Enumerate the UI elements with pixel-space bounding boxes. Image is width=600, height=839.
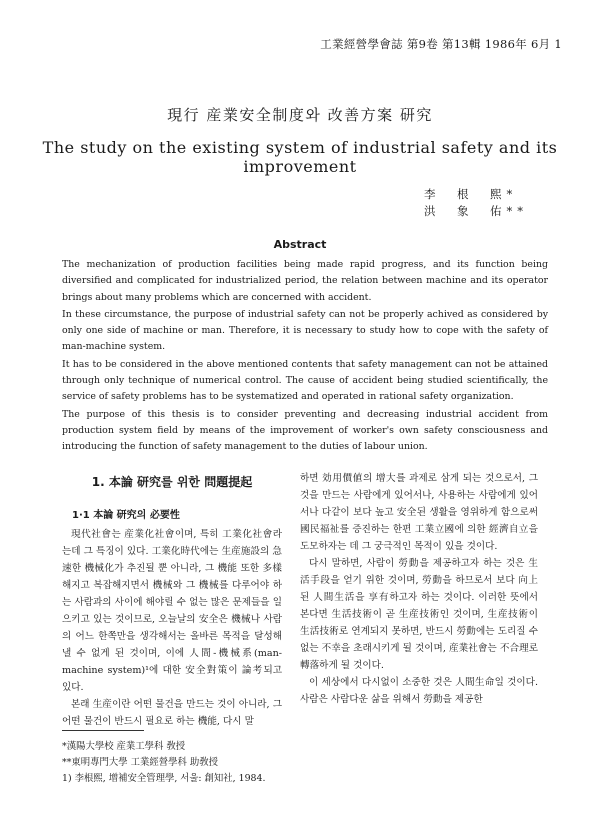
abstract-paragraph-2: In these circumstance, the purpose of industrial safety can not be properly achived as considered by only one side of machine or man. Therefore, it is necessary to study how to cope with the safety of man-machine system. bbox=[62, 308, 548, 353]
body-paragraph-5: 이 세상에서 다시없이 소중한 것은 人間生命일 것이다. 사람은 사람다운 삶을 위해서 勞動을 제공한 bbox=[300, 677, 538, 705]
abstract-body bbox=[62, 257, 548, 457]
section-title: 1. 本論 研究를 위한 問題提起 bbox=[91, 475, 253, 489]
right-column bbox=[300, 470, 538, 708]
body-paragraph-1: 現代社會는 産業化社會이며, 특히 工業化社會라는데 그 특징이 있다. 工業化時代에는 生産施設의 急速한 機械化가 추진될 뿐 아니라, 그 機能 또한 多樣해지고 복잡해지면서 機械와 그 機械를 다루어야 하는 사람과의 사이에 해야릴 수 없는 많은 문제들을 일으키고 있는 것이므로, 오늘날의 安全은 機械나 사람의 어느 한쪽만을 생각해서는 올바른 목적을 달성해낼 수 없게 된 것이며, 이에 人間-機械系(man-machine system)¹에 대한 安全對策이 論考되고 있다. bbox=[62, 529, 282, 693]
author-list bbox=[424, 186, 528, 220]
abstract-paragraph-3: It has to be considered in the above mentioned contents that safety management can not be attained through only technique of numerical control. The cause of accident being studied scientifically, the service of safety problems has to be systematized and operated in rational safety organization. bbox=[62, 358, 548, 403]
abstract-paragraph-4: The purpose of this thesis is to consider preventing and decreasing industrial accident from production system field by means of the improvement of worker's own safety consciousness and introducing the function of safety management to the duties of labour union. bbox=[62, 408, 548, 453]
journal-header: 工業經營學會誌 第9卷 第13輯 1986年 6月 1 bbox=[320, 37, 562, 51]
left-column bbox=[62, 470, 282, 730]
title-korean: 現行 産業安全制度와 改善方案 研究 bbox=[167, 106, 433, 124]
title-english: The study on the existing system of industrial safety and its improvement bbox=[42, 138, 558, 176]
body-paragraph-2: 본래 生産이란 어떤 물건을 만드는 것이 아니라, 그 어떤 물건이 반드시 필요로 하는 機能, 다시 말 bbox=[62, 699, 282, 727]
footnote-affiliation-1: *漢陽大學校 産業工學科 敎授 bbox=[62, 741, 186, 752]
subsection-title: 1·1 本論 研究의 必要性 bbox=[72, 510, 180, 521]
footnote-reference-1: 1) 李根熙, 增補安全管理學, 서울: 創知社, 1984. bbox=[62, 773, 266, 784]
abstract-paragraph-1: The mechanization of production facilities being made rapid progress, and its function being diversified and complicated for industrialized period, the relation between machine and its operator brings about many problems which are concerned with accident. bbox=[62, 259, 548, 303]
abstract-heading: Abstract bbox=[273, 238, 327, 251]
author-1: 李 根 熙* bbox=[424, 187, 518, 201]
body-paragraph-3: 하면 効用價値의 增大를 과제로 삼게 되는 것으로서, 그것을 만드는 사람에게 있어서나, 사용하는 사람에게 있어서나 다같이 보다 높고 安全된 생활을 영위하게 함으로써 國民福祉를 증진하는 한편 工業立國에 의한 經濟自立을 도모하자는 데 그 궁극적인 목적이 있을 것이다. bbox=[300, 473, 538, 552]
footnote-divider bbox=[62, 730, 144, 731]
author-2: 洪 象 佑** bbox=[424, 204, 528, 218]
footnote-affiliation-2: **東明專門大學 工業經營學科 助敎授 bbox=[62, 757, 218, 768]
body-paragraph-4: 다시 말하면, 사람이 勞動을 제공하고자 하는 것은 生活手段을 얻기 위한 것이며, 勞動을 하므로서 보다 向上된 人間生活을 享有하고자 하는 것이다. 이러한 뜻에서 본다면 生活技術이 곧 生産技術인 것이며, 生産技術이 生活技術로 연계되지 못하면, 반드시 勞動에는 도리질 수 없는 不幸을 초래시키게 될 것이며, 産業社會는 不合理로 轉落하게 될 것이다. bbox=[300, 558, 538, 671]
